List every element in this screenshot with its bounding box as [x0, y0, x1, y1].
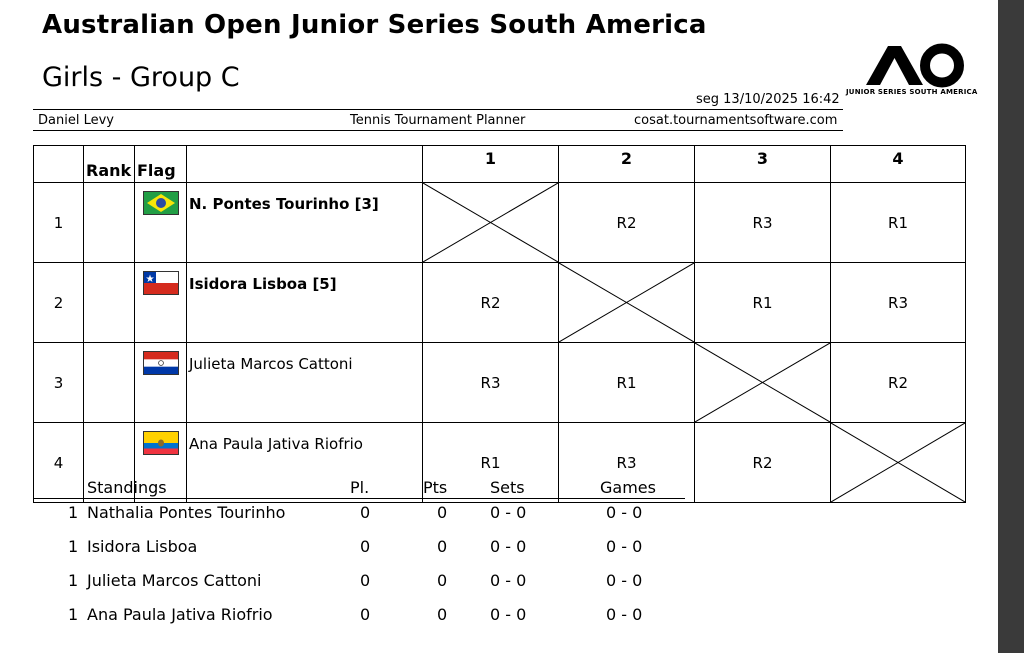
player-name: N. Pontes Tourinho [3]: [187, 183, 423, 263]
col-header-3: 3: [695, 146, 831, 183]
standings-rank: 1: [68, 605, 79, 624]
group-matrix: [33, 145, 966, 503]
standings-games: 0 - 0: [606, 503, 643, 522]
result-cell: R2: [831, 343, 966, 423]
col-header-4: 4: [831, 146, 966, 183]
result-cell: R3: [695, 183, 831, 263]
standings-rank: 1: [68, 537, 79, 556]
result-cell: R3: [559, 423, 695, 503]
result-cell: R2: [423, 263, 559, 343]
standings-pl: 0: [360, 571, 371, 590]
result-cell: R1: [695, 263, 831, 343]
rank-cell: [84, 183, 135, 263]
standings-sets: 0 - 0: [490, 571, 527, 590]
standings-sets: 0 - 0: [490, 537, 527, 556]
standings-games: 0 - 0: [606, 571, 643, 590]
rank-header: Rank: [84, 146, 135, 183]
name-header: [187, 146, 423, 183]
group-title: Girls - Group C: [42, 62, 240, 93]
standings-games: 0 - 0: [606, 605, 643, 624]
header-rule-top: [33, 109, 843, 110]
standings-pts: 0: [437, 571, 448, 590]
flag-cell: [135, 263, 187, 343]
standings-pl: 0: [360, 537, 371, 556]
rank-cell: [84, 343, 135, 423]
standings-sets: 0 - 0: [490, 503, 527, 522]
result-cell: R3: [423, 343, 559, 423]
standings-name: Isidora Lisboa: [87, 537, 198, 556]
software-name: Tennis Tournament Planner: [350, 113, 526, 128]
result-cell: R1: [831, 183, 966, 263]
matrix-row: [34, 183, 966, 263]
standings-name: Ana Paula Jativa Riofrio: [87, 605, 273, 624]
referee-name: Daniel Levy: [38, 113, 114, 128]
website-url: cosat.tournamentsoftware.com: [634, 113, 838, 128]
matrix-header-row: [34, 146, 966, 183]
standings-pts-header: Pts: [423, 478, 448, 497]
standings-sets-header: Sets: [490, 478, 525, 497]
standings-rule: [33, 498, 685, 499]
standings-name: Nathalia Pontes Tourinho: [87, 503, 286, 522]
result-cell: R1: [559, 343, 695, 423]
tournament-title: Australian Open Junior Series South America: [42, 10, 707, 40]
player-name: Ana Paula Jativa Riofrio: [187, 423, 423, 503]
flag-cell: [135, 183, 187, 263]
row-number: 4: [34, 423, 84, 503]
paraguay-flag-icon: [143, 351, 179, 375]
standings-pts: 0: [437, 537, 448, 556]
self-match-cell: [423, 183, 559, 263]
self-match-cell: [559, 263, 695, 343]
standings-pl: 0: [360, 503, 371, 522]
rank-cell: [84, 263, 135, 343]
standings-pts: 0: [437, 503, 448, 522]
standings-rank: 1: [68, 571, 79, 590]
flag-header: Flag: [135, 146, 187, 183]
standings-games-header: Games: [600, 478, 656, 497]
standings-title: Standings: [87, 478, 167, 497]
matrix-row: [34, 343, 966, 423]
standings-sets: 0 - 0: [490, 605, 527, 624]
player-name: Julieta Marcos Cattoni: [187, 343, 423, 423]
row-number: 1: [34, 183, 84, 263]
logo-tagline: JUNIOR SERIES SOUTH AMERICA: [846, 88, 978, 96]
flag-cell: [135, 343, 187, 423]
result-cell: R1: [423, 423, 559, 503]
col-header-2: 2: [559, 146, 695, 183]
standings-rank: 1: [68, 503, 79, 522]
result-cell: R2: [559, 183, 695, 263]
row-number: 3: [34, 343, 84, 423]
ao-logo-icon: [864, 40, 964, 90]
chile-flag-icon: [143, 271, 179, 295]
player-name: Isidora Lisboa [5]: [187, 263, 423, 343]
col-header-1: 1: [423, 146, 559, 183]
self-match-cell: [695, 343, 831, 423]
result-cell: R3: [831, 263, 966, 343]
brazil-flag-icon: [143, 191, 179, 215]
standings-pts: 0: [437, 605, 448, 624]
print-date: seg 13/10/2025 16:42: [696, 92, 840, 107]
standings-games: 0 - 0: [606, 537, 643, 556]
standings-name: Julieta Marcos Cattoni: [87, 571, 262, 590]
self-match-cell: [831, 423, 966, 503]
standings-pl-header: Pl.: [350, 478, 370, 497]
standings-pl: 0: [360, 605, 371, 624]
blank-header: [34, 146, 84, 183]
header-rule-bottom: [33, 130, 843, 131]
row-number: 2: [34, 263, 84, 343]
result-cell: R2: [695, 423, 831, 503]
ecuador-flag-icon: [143, 431, 179, 455]
matrix-row: [34, 263, 966, 343]
